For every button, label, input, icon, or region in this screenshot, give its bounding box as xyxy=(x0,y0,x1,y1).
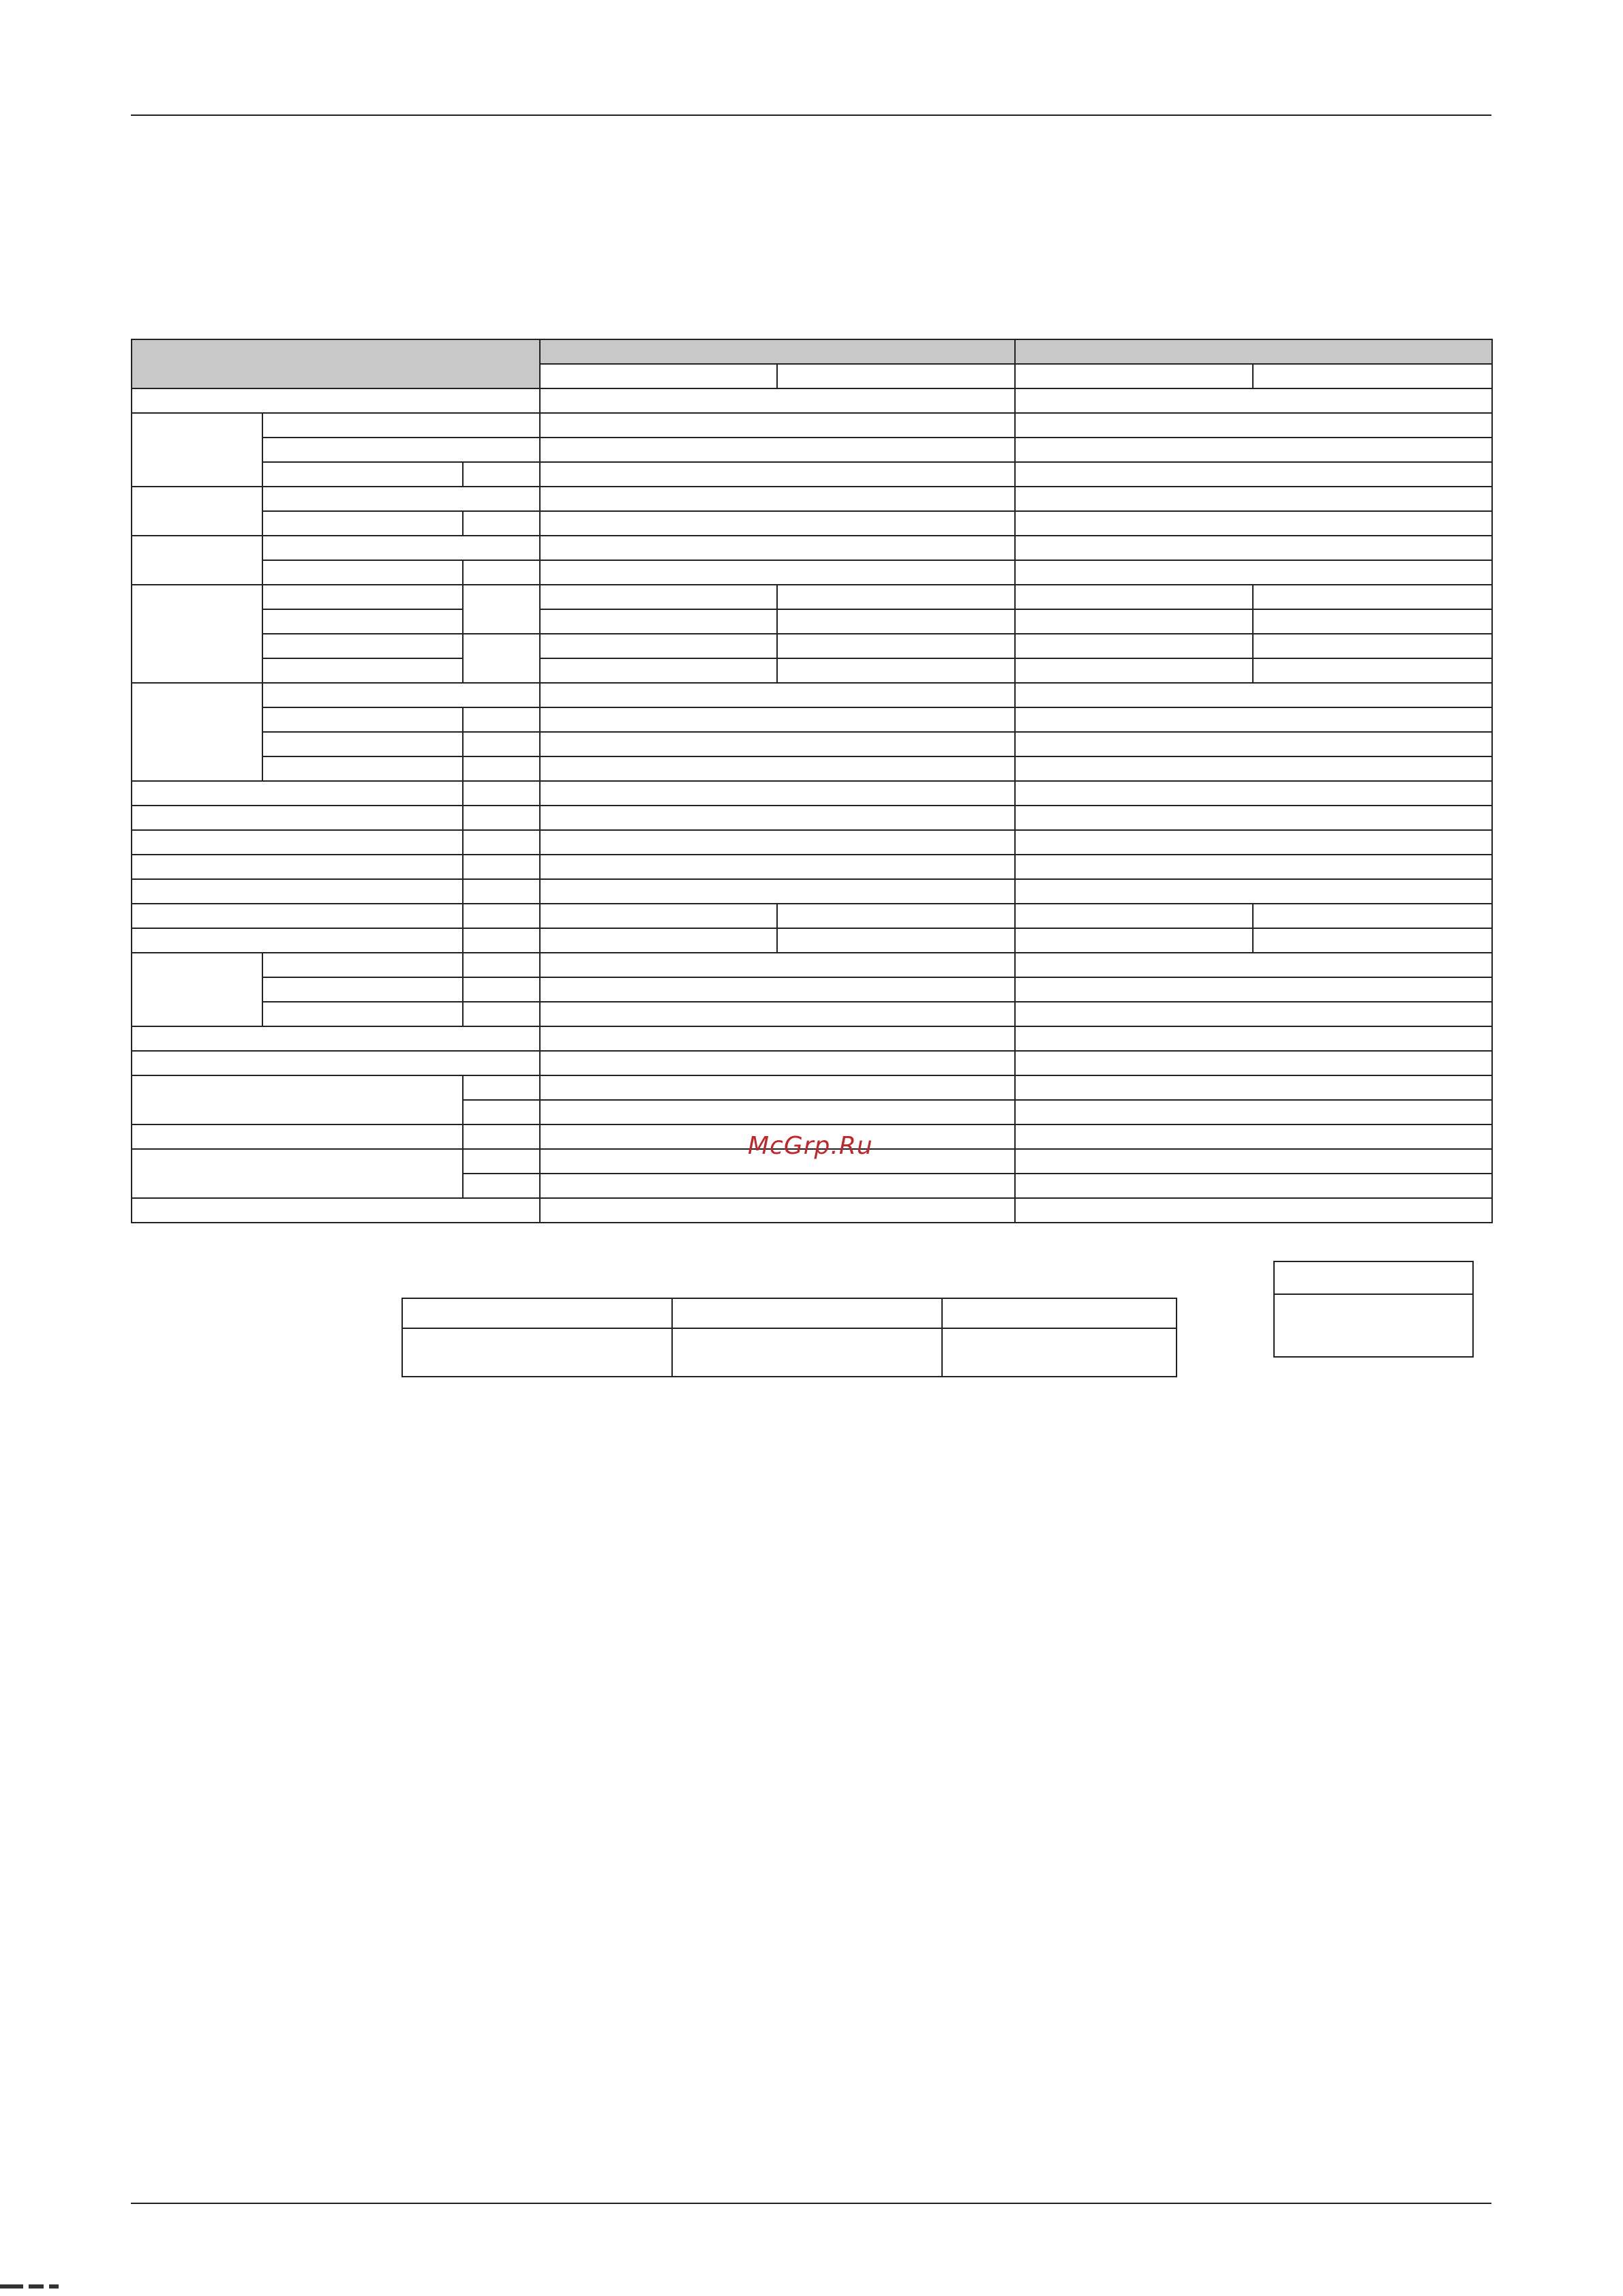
table-row xyxy=(132,634,1492,658)
table-row xyxy=(132,585,1492,609)
table-row xyxy=(132,1075,1492,1100)
table-row xyxy=(132,806,1492,830)
table-row xyxy=(132,756,1492,781)
table-row xyxy=(132,560,1492,585)
header-cell xyxy=(1253,364,1492,388)
table-row xyxy=(132,536,1492,560)
table-row xyxy=(132,511,1492,536)
table-row xyxy=(132,1026,1492,1051)
table-header-row xyxy=(132,339,1492,364)
table-row xyxy=(132,1198,1492,1223)
table-row xyxy=(132,462,1492,487)
header-cell xyxy=(540,339,1015,364)
note-box xyxy=(1273,1261,1474,1358)
specification-table xyxy=(131,339,1493,1223)
header-cell xyxy=(777,364,1015,388)
watermark-text: McGrp.Ru xyxy=(748,1132,873,1160)
header-cell xyxy=(132,339,540,388)
table-row xyxy=(402,1298,1177,1328)
table-row xyxy=(132,438,1492,462)
table-row xyxy=(132,413,1492,438)
summary-table xyxy=(401,1298,1177,1377)
table-row xyxy=(132,953,1492,977)
table-row xyxy=(132,609,1492,634)
header-cell xyxy=(1015,364,1253,388)
table-row xyxy=(132,830,1492,855)
table-row xyxy=(132,707,1492,732)
table-row xyxy=(132,977,1492,1002)
page-corner-mark xyxy=(0,2284,89,2296)
table-row xyxy=(132,388,1492,413)
header-cell xyxy=(540,364,777,388)
table-row xyxy=(132,904,1492,928)
table-row xyxy=(402,1328,1177,1377)
table-row xyxy=(132,855,1492,879)
header-rule xyxy=(131,114,1491,116)
table-row xyxy=(132,1051,1492,1075)
table-row xyxy=(132,1002,1492,1026)
table-row xyxy=(132,732,1492,756)
table-row xyxy=(132,879,1492,904)
table-row xyxy=(132,658,1492,683)
footer-rule xyxy=(131,2203,1491,2204)
header-cell xyxy=(1015,339,1492,364)
table-row xyxy=(132,487,1492,511)
table-row xyxy=(132,928,1492,953)
table-row xyxy=(132,781,1492,806)
table-row xyxy=(132,683,1492,707)
